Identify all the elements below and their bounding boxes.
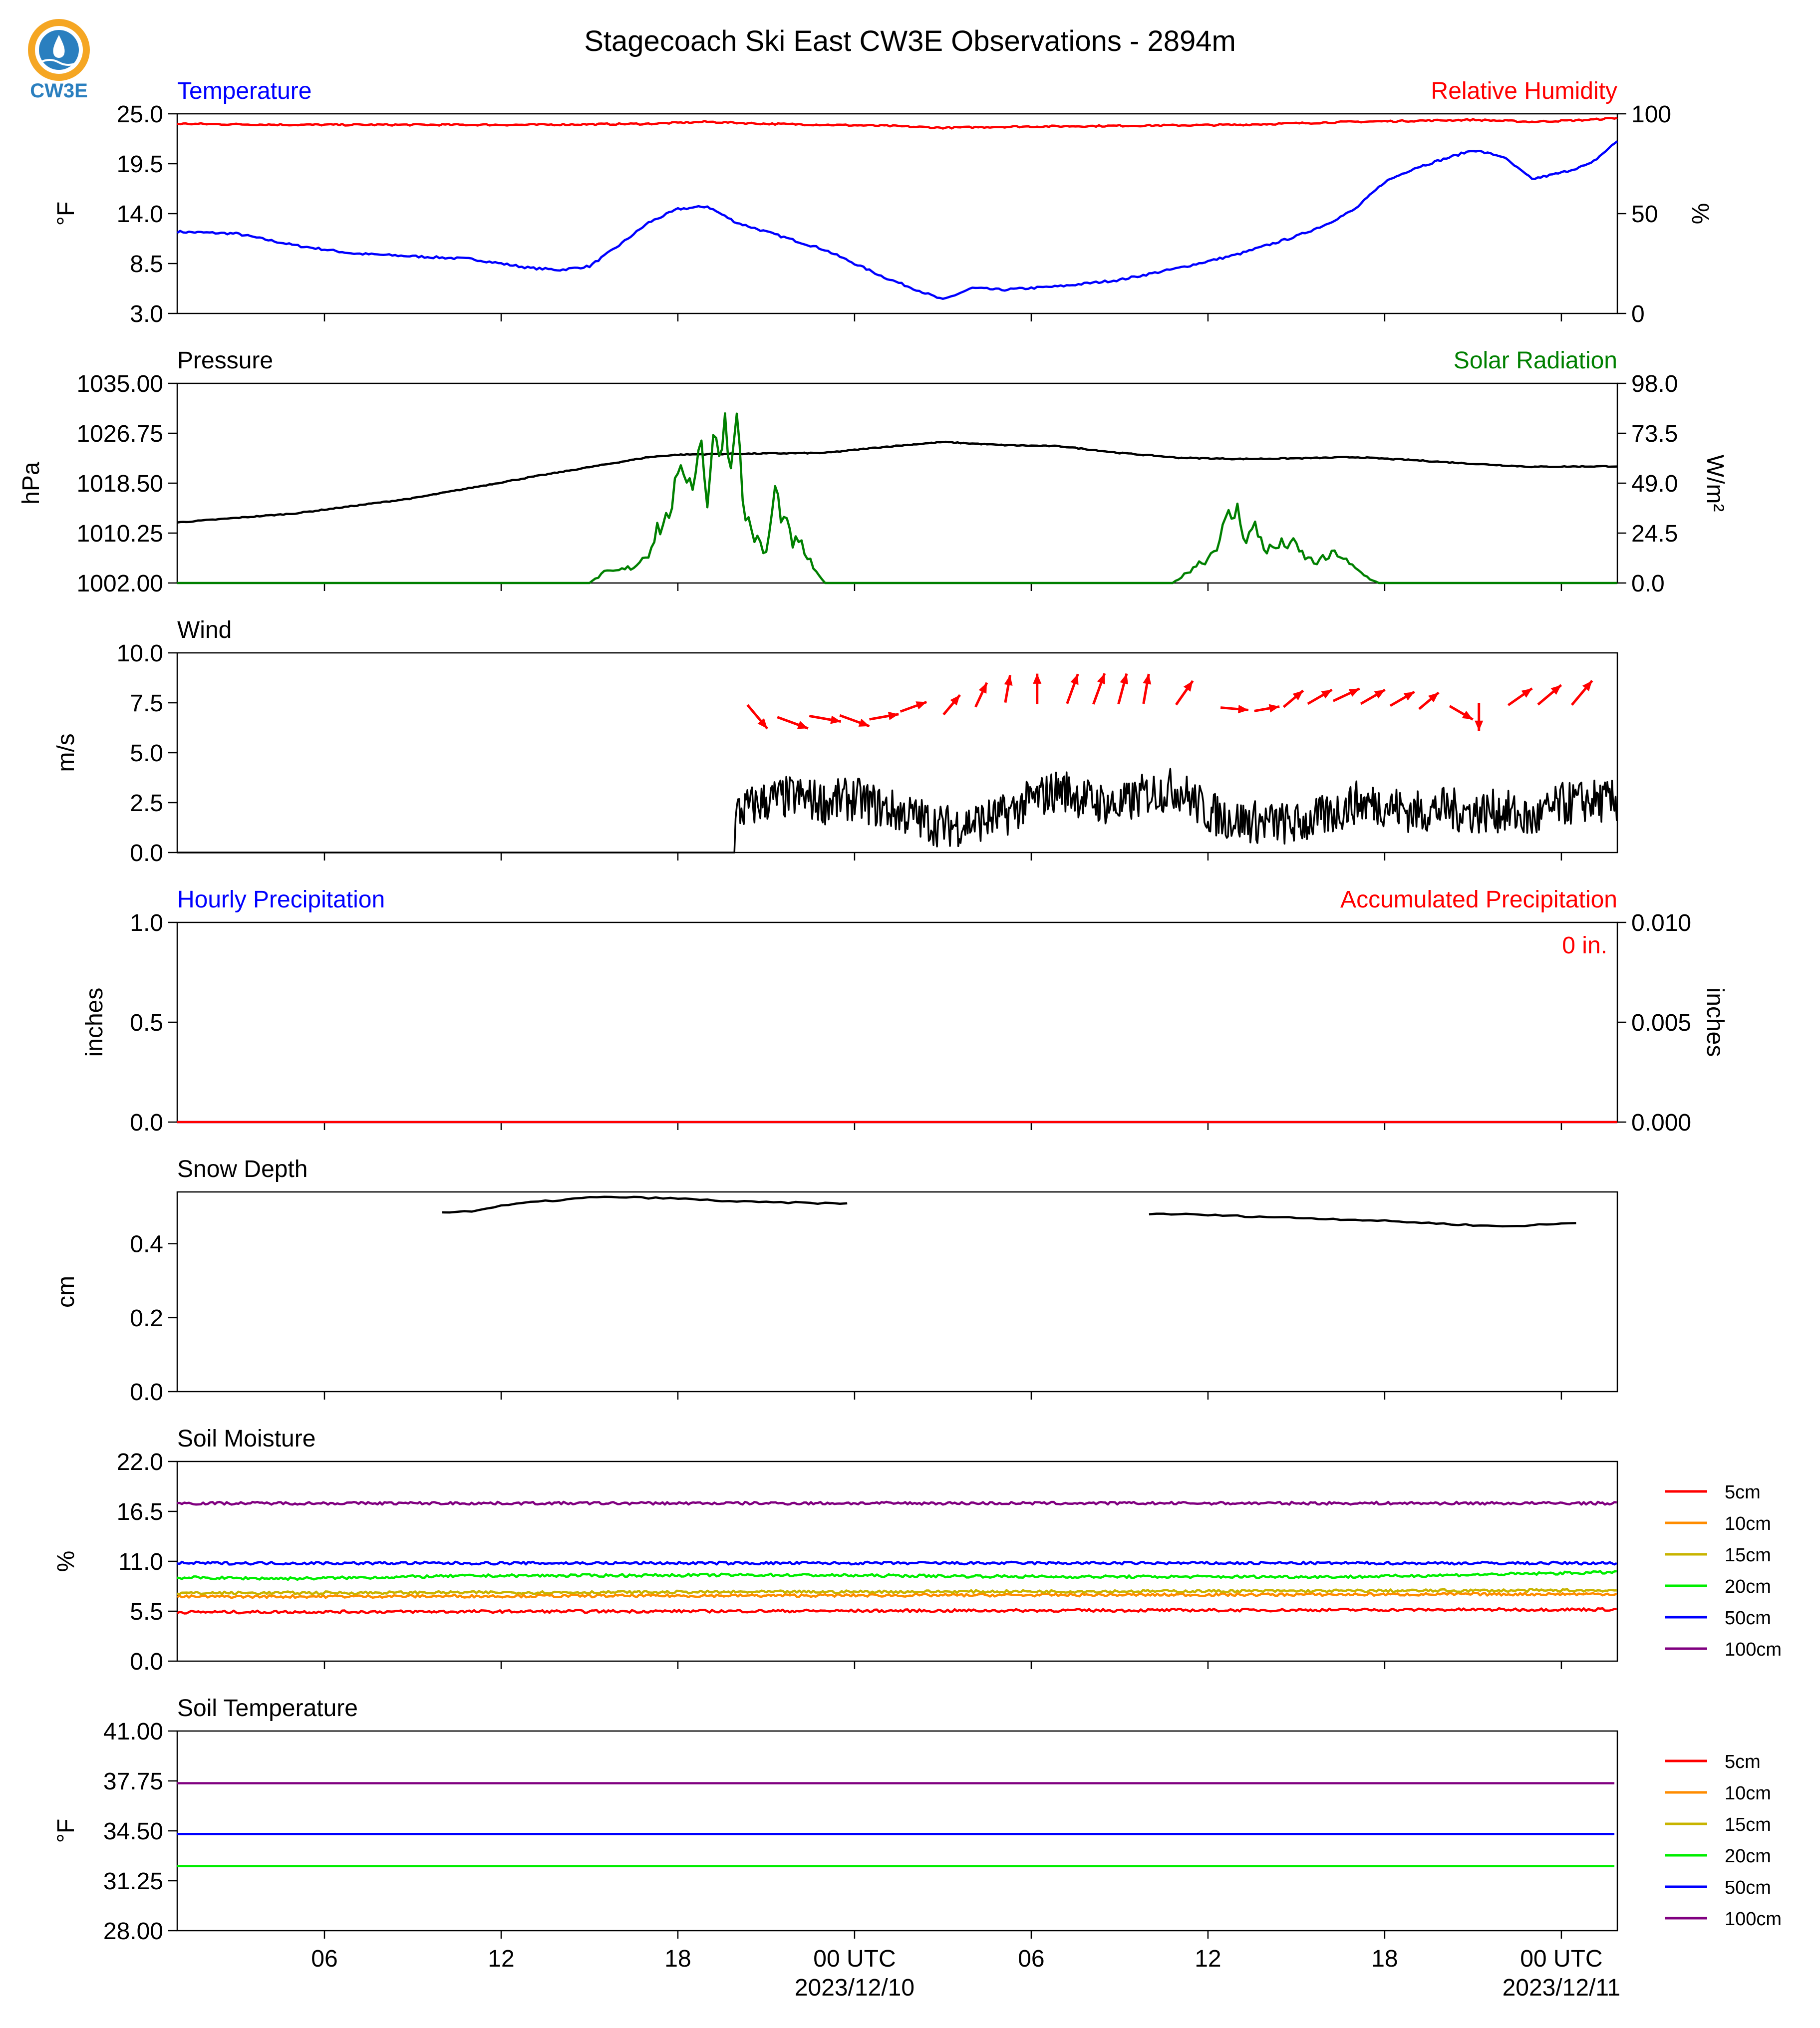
wind-arrow-head [1143,674,1151,684]
logo-text: CW3E [30,80,88,102]
left-tick-label: 1026.75 [76,421,163,447]
legend [1665,1482,1782,1660]
panel-title-left: Temperature [177,78,312,104]
series-15cm [177,1589,1617,1594]
x-tick-label: 18 [664,1946,691,1972]
left-tick-label: 25.0 [116,101,163,128]
wind-direction-arrow [1283,691,1303,707]
left-tick-label: 16.5 [116,1499,163,1525]
wind-direction-arrow [975,683,987,707]
right-tick-label: 73.5 [1631,421,1678,447]
left-tick-label: 0.0 [130,1649,163,1675]
right-tick-label: 0.005 [1631,1010,1692,1036]
x-tick-label: 12 [1195,1946,1221,1972]
left-tick-label: 3.0 [130,301,163,327]
right-tick-label: 0.000 [1631,1110,1692,1136]
wind-arrow-head [1269,704,1279,713]
wind-direction-arrow [1508,688,1532,705]
panel-soil_moisture [53,1426,1782,1675]
wind-direction-arrow [901,701,927,711]
panel-pressure [18,347,1728,597]
left-tick-label: 1010.25 [76,521,163,547]
wind-direction-arrow [1538,685,1561,704]
panel-frame [177,653,1617,853]
left-tick-label: 0.4 [130,1231,163,1258]
left-tick-label: 31.25 [103,1868,163,1895]
right-tick-label: 0.010 [1631,910,1692,936]
wind-direction-arrow [777,717,808,729]
wind-direction-arrow [1419,693,1439,709]
series-pressure [177,442,1617,523]
legend-label: 5cm [1725,1751,1761,1772]
wind-direction-arrow [1572,681,1592,705]
x-tick-label: 00 UTC [813,1946,896,1972]
series-temperature [177,141,1617,299]
left-axis-label: °F [53,201,79,226]
legend-label: 10cm [1725,1783,1771,1804]
wind-arrow-head [797,721,808,729]
legend [1665,1751,1782,1930]
wind-direction-arrow [1390,692,1414,706]
panel-soil_temperature [53,1695,1782,1945]
left-tick-label: 7.5 [130,690,163,717]
x-tick-label: 00 UTC [1520,1946,1603,1972]
legend-label: 100cm [1725,1909,1782,1930]
left-tick-label: 1018.50 [76,471,163,497]
left-tick-label: 8.5 [130,251,163,278]
left-tick-label: 37.75 [103,1768,163,1795]
left-tick-label: 41.00 [103,1719,163,1745]
series-100cm [177,1502,1617,1505]
panel-frame [177,114,1617,313]
panel-title-left: Soil Temperature [177,1695,358,1722]
legend-label: 5cm [1725,1482,1761,1503]
panel-frame [177,922,1617,1122]
panel-title-left: Hourly Precipitation [177,886,385,913]
series-20cm [177,1571,1617,1580]
wind-direction-arrow [1308,690,1332,704]
left-tick-label: 22.0 [116,1449,163,1475]
legend-label: 15cm [1725,1545,1771,1566]
wind-arrow-head [830,716,841,724]
wind-arrow-head [888,712,899,720]
series-50cm [177,1562,1617,1564]
panel-title-right: Relative Humidity [1431,78,1617,104]
legend-label: 10cm [1725,1513,1771,1534]
right-axis-label: % [1687,203,1713,225]
wind-arrow-head [915,701,926,709]
wind-arrow-head [1033,674,1041,684]
wind-direction-arrow [1176,681,1193,705]
left-tick-label: 0.0 [130,840,163,867]
wind-direction-arrow [809,716,841,724]
series-5cm [177,1608,1617,1613]
left-axis-label: m/s [53,733,79,772]
left-tick-label: 11.0 [118,1549,163,1575]
wind-direction-arrow [1033,674,1041,704]
right-tick-label: 0 [1631,301,1645,327]
left-tick-label: 34.50 [103,1818,163,1845]
left-tick-label: 0.5 [130,1010,163,1036]
x-tick-date: 2023/12/10 [794,1975,915,2001]
x-tick-label: 18 [1371,1946,1398,1972]
wind-direction-arrow [1220,705,1248,713]
wind-arrow-head [1097,673,1105,684]
left-axis-label: hPa [18,462,44,505]
left-tick-label: 1002.00 [76,571,163,597]
cw3e-logo [30,22,88,102]
left-axis-label: cm [53,1276,79,1308]
right-axis-label: W/m² [1702,454,1728,512]
left-tick-label: 14.0 [116,201,163,228]
legend-label: 20cm [1725,1846,1771,1867]
series-wind-speed [177,769,1617,853]
wind-direction-arrow [1333,689,1360,701]
wind-arrow-head [1004,675,1013,685]
wind-direction-arrow [1093,673,1105,704]
legend-label: 15cm [1725,1814,1771,1835]
wind-direction-arrow [1475,703,1483,731]
x-tick-label: 06 [1018,1946,1045,1972]
panel-wind [53,617,1617,867]
left-tick-label: 19.5 [116,151,163,178]
accumulated-total-label: 0 in. [1562,932,1607,959]
series-snow-depth [1149,1214,1576,1226]
legend-label: 50cm [1725,1608,1771,1629]
right-tick-label: 0.0 [1631,571,1665,597]
legend-label: 20cm [1725,1576,1771,1597]
left-tick-label: 1.0 [130,910,163,936]
wind-direction-arrow [1143,674,1151,704]
panel-title-left: Pressure [177,347,274,374]
left-tick-label: 5.0 [130,740,163,767]
left-tick-label: 0.2 [130,1305,163,1332]
panel-temperature [53,78,1713,327]
wind-arrow-head [859,719,870,727]
left-tick-label: 0.0 [130,1379,163,1406]
wind-direction-arrow [1254,704,1279,713]
wind-direction-arrow [1450,706,1473,720]
x-tick-label: 12 [488,1946,515,1972]
chart-panels [18,78,1782,2001]
right-axis-label: inches [1702,987,1728,1057]
panel-title-left: Wind [177,617,232,643]
series-10cm [177,1593,1617,1598]
series-snow-depth [442,1197,847,1212]
panel-title-left: Soil Moisture [177,1426,316,1452]
left-axis-label: °F [53,1818,79,1843]
x-tick-date: 2023/12/11 [1502,1975,1621,2001]
panel-title-right: Accumulated Precipitation [1340,886,1617,913]
panel-frame [177,383,1617,583]
right-tick-label: 24.5 [1631,521,1678,547]
panel-frame [177,1731,1617,1931]
right-tick-label: 98.0 [1631,371,1678,397]
legend-label: 50cm [1725,1877,1771,1898]
wind-direction-arrow [840,715,869,727]
left-tick-label: 10.0 [116,640,163,667]
left-tick-label: 0.0 [130,1110,163,1136]
left-tick-label: 5.5 [130,1599,163,1625]
left-tick-label: 28.00 [103,1918,163,1945]
panel-title-right: Solar Radiation [1453,347,1617,374]
wind-direction-arrow [1361,690,1385,704]
wind-direction-arrow [1004,675,1013,702]
x-tick-label: 06 [311,1946,338,1972]
left-axis-label: inches [81,987,108,1057]
right-tick-label: 49.0 [1631,471,1678,497]
panel-title-left: Snow Depth [177,1156,308,1182]
series-solar-radiation [177,413,1617,583]
figure-title: Stagecoach Ski East CW3E Observations - 2894m [584,25,1236,57]
wind-direction-arrow [943,695,960,714]
right-tick-label: 100 [1631,101,1672,128]
wind-direction-arrow [1067,674,1079,703]
wind-arrow-head [1475,721,1483,731]
wind-direction-arrow [1119,673,1128,704]
left-tick-label: 1035.00 [76,371,163,397]
wind-arrow-head [1070,674,1078,685]
left-tick-label: 2.5 [130,790,163,817]
panel-precip [81,886,1728,1136]
wind-direction-arrow [870,712,899,720]
left-axis-label: % [53,1550,79,1572]
legend-label: 100cm [1725,1639,1782,1660]
series-relative-humidity [177,118,1617,129]
panel-snow [53,1156,1617,1406]
right-tick-label: 50 [1631,201,1658,228]
wind-direction-arrow [747,705,767,728]
